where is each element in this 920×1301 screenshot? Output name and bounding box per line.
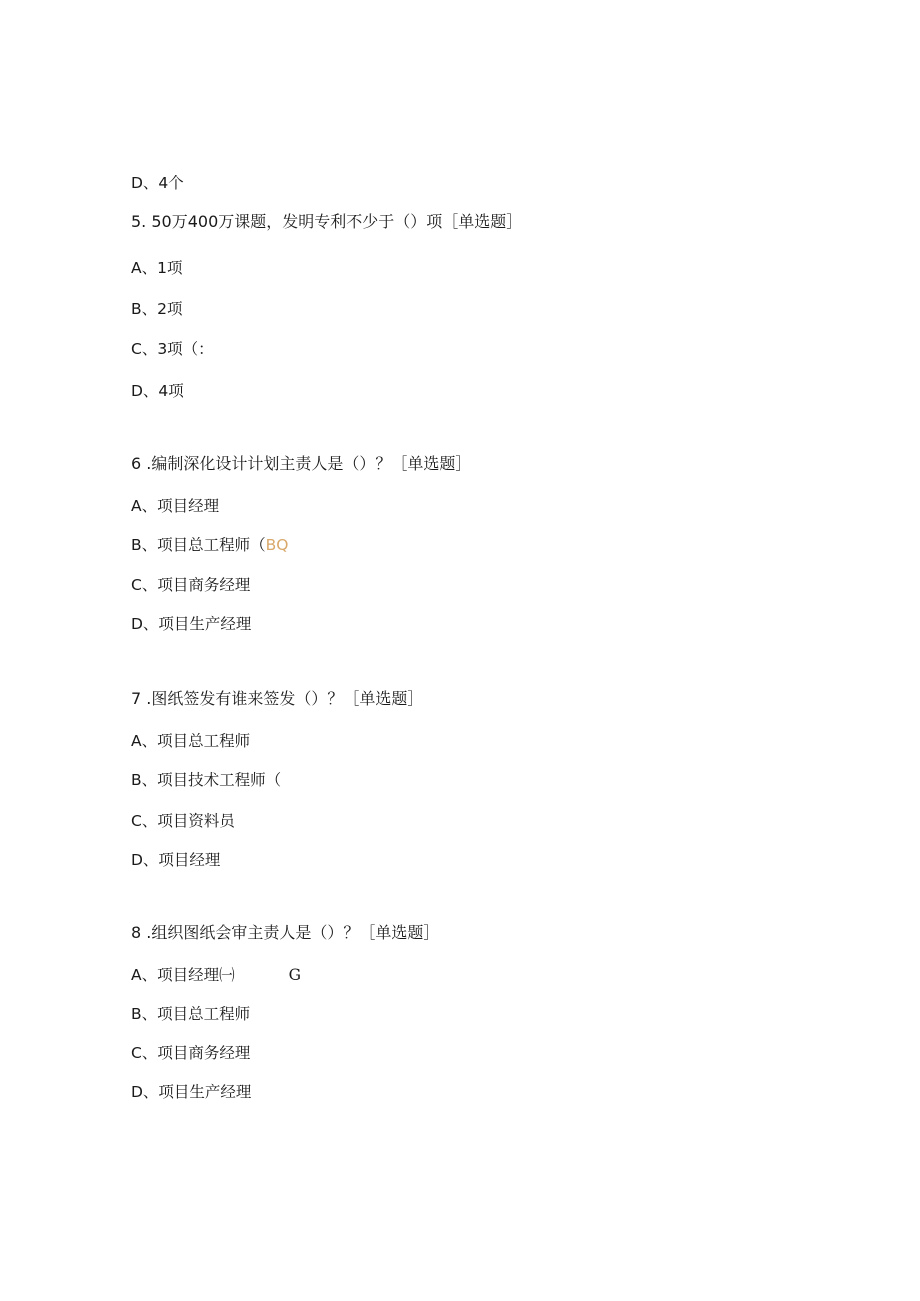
q4-option-d: D、4个: [131, 174, 184, 192]
q7-option-d: D、项目经理: [131, 851, 221, 869]
q6-stem: 6 .编制深化设计计划主责人是（）？［单选题］: [131, 454, 472, 473]
q6-option-b-row: [131, 535, 288, 555]
q5-option-c: C、3项（：: [131, 340, 214, 358]
q6-option-a: A、项目经理: [131, 497, 220, 515]
q7-stem: 7 .图纸签发有谁来签发（）？［单选题］: [131, 689, 424, 708]
q6-option-b: B、项目总工程师（: [131, 536, 266, 554]
q5-option-d: D、4项: [131, 382, 184, 400]
q8-option-b: B、项目总工程师: [131, 1005, 251, 1023]
q8-option-a-mark: G: [288, 966, 301, 984]
q5-stem: 5. 50万400万课题，发明专利不少于（）项［单选题］: [131, 212, 523, 231]
q8-option-a-row: [131, 965, 301, 985]
q8-stem: 8 .组织图纸会审主责人是（）？［单选题］: [131, 923, 440, 942]
q5-option-b: B、2项: [131, 300, 183, 318]
q8-option-d: D、项目生产经理: [131, 1083, 252, 1101]
q8-option-c: C、项目商务经理: [131, 1044, 251, 1062]
q7-option-b: B、项目技术工程师（: [131, 771, 282, 789]
q7-option-c: C、项目资料员: [131, 812, 235, 830]
q8-option-a: A、项目经理㈠: [131, 966, 235, 984]
q6-option-d: D、项目生产经理: [131, 615, 252, 633]
q7-option-a: A、项目总工程师: [131, 732, 251, 750]
q5-option-a: A、1项: [131, 259, 183, 277]
q6-option-c: C、项目商务经理: [131, 576, 251, 594]
q6-option-b-mark: BQ: [265, 536, 289, 554]
